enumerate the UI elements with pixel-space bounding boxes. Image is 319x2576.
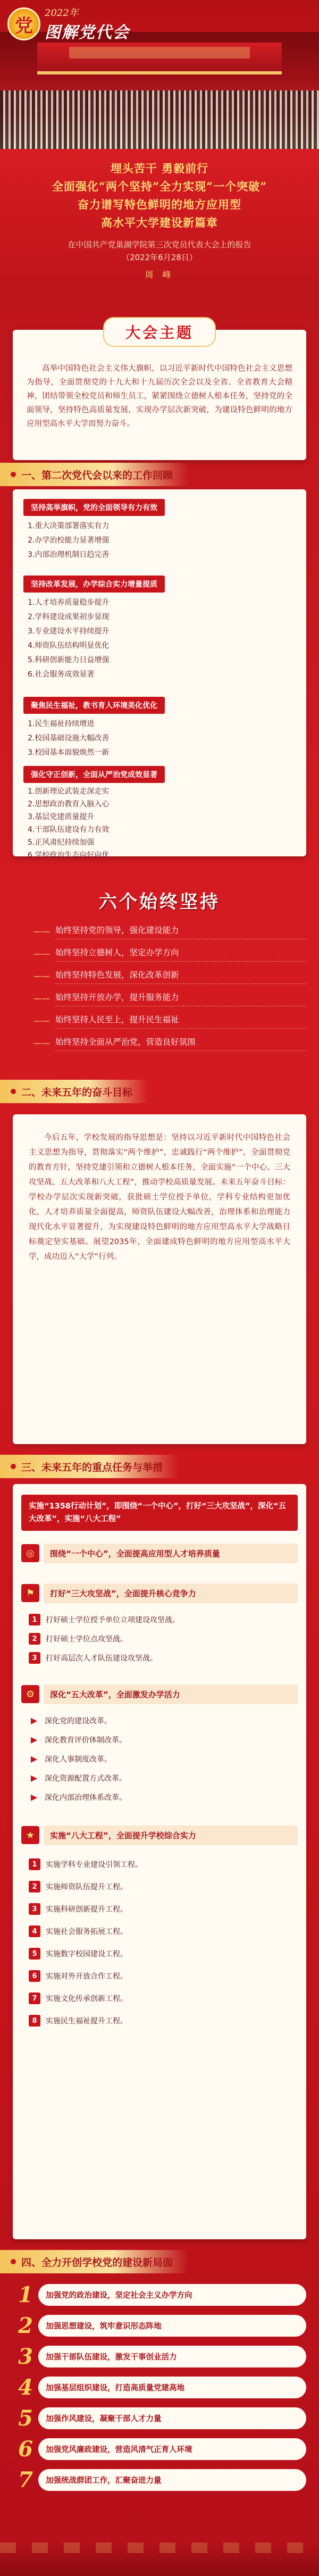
section-ribbon-final xyxy=(0,2250,189,2273)
six-item-text: 始终坚持特色发展，深化改革创新 xyxy=(55,969,306,984)
list-item xyxy=(13,2433,306,2464)
list-item xyxy=(29,1946,292,1962)
section-ribbon-review xyxy=(0,463,189,486)
list-item xyxy=(29,1968,292,1984)
target-icon: ◎ xyxy=(21,1544,39,1562)
list-item xyxy=(13,2372,306,2403)
item-number: 7 xyxy=(29,1993,40,2004)
theme-body: 高举中国特色社会主义伟大旗帜，以习近平新时代中国特色社会主义思想为指导，全面贯彻党的十九大和十九届历次全会以及全省、全省教育大会精神，团结带领全校党员和师生员工，紧紧围绕立德树人根本任务，坚持党的全面领导，坚持特色高质量发展，实现办学层次新突破，为建设特色鲜明的地方应用型高水平大学而努力奋斗。 xyxy=(27,364,292,428)
list-item: 2.学科建设成果初步显现 xyxy=(28,613,110,621)
section-ribbon-goal xyxy=(0,1080,148,1103)
list-item: 2.办学治校能力显著增强 xyxy=(28,536,110,545)
item-number: 5 xyxy=(29,1948,40,1960)
ribbon-bullet-icon xyxy=(11,1089,16,1094)
goal-body: 今后五年，学校发展的指导思想是：坚持以习近平新时代中国特色社会主义思想为指导，贯彻落实“两个维护”，忠诚践行“两个维护”，全面贯彻党的教育方针，坚持党建引领和立德树人根本任务，全面实施“一个中心、三大攻坚战、五大改革和八大工程”，推动学校高质量发展。未来五年奋斗目标：学校办学层次实现新突破，获批硕士学位授予单位，学科专业结构更加优化，人才培养质量全面提高，师资队伍建设大幅改善，治理体系和治理能力现代化水平显著提升，为实现建设特色鲜明的地方应用型高水平大学战略目标奠定坚实基础。展望2035年，全面建成特色鲜明的地方应用型高水平大学，成功迈入“大学”行列。 xyxy=(29,1133,290,1261)
item-number: 2 xyxy=(29,1633,40,1645)
list-item: 3.校园基本面貌焕然一新 xyxy=(28,748,110,757)
list-item: 3.内部治理机制日趋完善 xyxy=(28,551,110,559)
footer-decoration xyxy=(0,2542,319,2576)
party-emblem-icon: 党 xyxy=(7,7,40,40)
final-item-text: 加强干部队伍建设，激发干事创业活力 xyxy=(38,2346,306,2367)
list-item xyxy=(13,2279,306,2310)
list-item xyxy=(29,1990,292,2006)
task-head-three xyxy=(21,1582,298,1604)
stage-banner xyxy=(69,47,250,59)
task-head-label: 打好“三大攻坚战”，全面提升核心竞争力 xyxy=(44,1583,298,1603)
item-number: 1 xyxy=(29,1858,40,1870)
list-item xyxy=(13,965,306,987)
dash-icon: —— xyxy=(33,994,50,1003)
task-head-center xyxy=(21,1543,298,1564)
final-list xyxy=(13,2279,306,2529)
star-icon: ★ xyxy=(21,1826,39,1844)
dash-icon: —— xyxy=(33,1038,50,1048)
list-item xyxy=(29,1612,292,1628)
hero xyxy=(0,0,319,280)
task-text: 打好硕士学位授予单位立项建设攻坚战。 xyxy=(46,1616,180,1624)
task-text: 深化资源配置方式改革。 xyxy=(45,1774,127,1783)
list-item xyxy=(13,987,306,1010)
section-title: 一、第二次党代会以来的工作回顾 xyxy=(21,469,173,481)
logo xyxy=(7,5,130,43)
six-item-text: 始终坚持党的领导，强化建设能力 xyxy=(55,924,306,939)
list-item xyxy=(29,1879,292,1895)
pin-icon: ▶ xyxy=(30,1773,38,1783)
dash-icon: —— xyxy=(33,1016,50,1026)
final-item-text: 加强统战群团工作，汇聚奋进力量 xyxy=(38,2469,306,2491)
theme-title: 大会主题 xyxy=(103,317,216,347)
list-item: 2.思想政治教育入脑入心 xyxy=(28,800,110,808)
final-item-text: 加强思想建设，筑牢意识形态阵地 xyxy=(38,2315,306,2337)
list-item: 1.重大决策部署落实有力 xyxy=(28,522,110,530)
pin-icon: ▶ xyxy=(30,1792,38,1802)
review-block-label: 强化守正创新，全面从严治党成效显著 xyxy=(23,766,165,783)
final-item-text: 加强党的政治建设，坚定社会主义办学方向 xyxy=(38,2284,306,2306)
item-number: 5 xyxy=(18,2405,33,2431)
report-subtitle: 在中国共产党巢湖学院第三次党员代表大会上的报告 xyxy=(68,240,251,249)
six-item-text: 始终坚持开放办学，提升服务能力 xyxy=(55,991,306,1006)
six-item-text: 始终坚持立德树人，坚定办学方向 xyxy=(55,946,306,962)
review-block xyxy=(23,499,296,562)
section-ribbon-tasks xyxy=(0,1455,179,1478)
item-number: 7 xyxy=(18,2467,33,2492)
review-block xyxy=(23,697,296,760)
hero-line: 奋力谱写特色鲜明的地方应用型 xyxy=(78,198,241,211)
task-text: 深化教育评价体制改革。 xyxy=(45,1736,127,1745)
report-date: （2022年6月28日） xyxy=(122,253,197,262)
task-text: 实施社会服务拓展工程。 xyxy=(46,1928,128,1936)
task-head-label: 实施“八大工程”，全面提升学校综合实力 xyxy=(44,1825,298,1845)
list-item xyxy=(13,2464,306,2495)
pin-icon: ▶ xyxy=(30,1754,38,1764)
six-heading xyxy=(0,887,319,913)
task-text: 实施数字校园建设工程。 xyxy=(46,1950,128,1958)
task-text: 实施民生福祉提升工程。 xyxy=(46,2017,128,2025)
list-item xyxy=(29,1789,292,1805)
congress-hall-photo xyxy=(0,32,319,149)
six-title: 六个始终坚持 xyxy=(99,891,220,913)
list-item xyxy=(29,1751,292,1767)
final-item-text: 加强基层组织建设，打造高质量党建高地 xyxy=(38,2377,306,2398)
theme-card xyxy=(13,330,306,460)
theme-heading xyxy=(13,317,306,347)
item-number: 3 xyxy=(29,1903,40,1915)
hero-line: 高水平大学建设新篇章 xyxy=(101,216,218,229)
list-item: 1.创新理论武装走深走实 xyxy=(28,787,110,796)
list-item: 1.民生福祉持续增进 xyxy=(28,720,95,728)
ribbon-bullet-icon xyxy=(11,2259,16,2264)
list-item xyxy=(29,1923,292,1939)
dash-icon: —— xyxy=(33,971,50,981)
list-item: 5.科研创新能力日益增强 xyxy=(28,656,110,664)
logo-title: 图解党代会 xyxy=(45,23,130,42)
hero-line: 全面强化“两个坚持”全力实现“一个突破” xyxy=(52,180,267,193)
item-number: 6 xyxy=(18,2436,33,2462)
final-item-text: 加强作风建设，凝聚干部人才力量 xyxy=(38,2407,306,2429)
section-title: 四、全力开创学校党的建设新局面 xyxy=(21,2256,173,2269)
task-intro: 实施“1358行动计划”，即围绕“一个中心”，打好“三大攻坚战”，深化“五大改革”，实施“八大工程” xyxy=(21,1495,298,1531)
list-item: 3.专业建设水平持续提升 xyxy=(28,627,110,636)
list-item xyxy=(29,2013,292,2029)
list-item xyxy=(13,1010,306,1032)
list-item xyxy=(29,1901,292,1917)
list-item: 6.学校政治生态向好向优 xyxy=(28,851,110,860)
item-number: 3 xyxy=(29,1652,40,1664)
list-item xyxy=(29,1650,292,1666)
dash-icon: —— xyxy=(33,949,50,958)
item-number: 1 xyxy=(29,1614,40,1625)
list-item: 2.校园基础设施大幅改善 xyxy=(28,734,110,743)
list-item: 5.正风肃纪持续加强 xyxy=(28,838,95,847)
list-item: 1.人才培养质量稳步提升 xyxy=(28,598,110,607)
task-text: 实施科研创新提升工程。 xyxy=(46,1905,128,1914)
task-text: 打好硕士学位点攻坚战。 xyxy=(46,1635,128,1644)
task-text: 实施文化传承创新工程。 xyxy=(46,1995,128,2003)
section-title: 二、未来五年的奋斗目标 xyxy=(21,1086,133,1098)
list-item xyxy=(13,2403,306,2433)
goal-card xyxy=(13,1114,306,1444)
list-item xyxy=(13,2310,306,2341)
six-list xyxy=(13,920,306,1064)
list-item: 4.师资队伍结构明显优化 xyxy=(28,641,110,650)
delegates-crowd xyxy=(0,90,319,149)
list-item xyxy=(29,1732,292,1748)
list-item xyxy=(13,1032,306,1054)
six-item-text: 始终坚持人民至上，提升民生福祉 xyxy=(55,1013,306,1029)
list-item: 6.社会服务成效显著 xyxy=(28,670,95,679)
item-number: 1 xyxy=(18,2282,33,2307)
task-text: 打好高层次人才队伍建设攻坚战。 xyxy=(46,1654,157,1663)
review-card xyxy=(13,489,306,860)
list-item xyxy=(29,1631,292,1647)
task-text: 深化内部治理体系改革。 xyxy=(45,1794,127,1802)
review-block-label: 聚焦民生福祉，教书育人环境美化优化 xyxy=(23,697,165,714)
review-block-label: 坚持改革发展，办学综合实力增量提质 xyxy=(23,576,165,593)
gear-icon: ⚙ xyxy=(21,1685,39,1703)
list-item: 3.基层党建质量提升 xyxy=(28,813,95,821)
pin-icon: ▶ xyxy=(30,1715,38,1725)
review-block xyxy=(23,766,296,862)
list-item xyxy=(29,1856,292,1872)
pin-icon: ▶ xyxy=(30,1735,38,1745)
task-text: 实施对外开放合作工程。 xyxy=(46,1972,128,1981)
list-item xyxy=(13,920,306,943)
list-item xyxy=(13,2341,306,2372)
task-head-eight xyxy=(21,1824,298,1846)
item-number: 2 xyxy=(18,2313,33,2338)
task-head-label: 深化“五大改革”，全面激发办学活力 xyxy=(44,1685,298,1704)
section-title: 三、未来五年的重点任务与举措 xyxy=(21,1461,163,1473)
task-head-label: 围绕“一个中心”，全面提高应用型人才培养质量 xyxy=(44,1544,298,1563)
final-item-text: 加强党风廉政建设，营造风清气正育人环境 xyxy=(38,2438,306,2460)
list-item xyxy=(13,943,306,965)
list-item xyxy=(29,1713,292,1729)
list-item xyxy=(29,1770,292,1786)
hero-heading xyxy=(0,160,319,280)
review-block-label: 坚持高举旗帜，党的全面领导有力有效 xyxy=(23,499,165,516)
item-number: 2 xyxy=(29,1881,40,1893)
hero-line: 埋头苦干 勇毅前行 xyxy=(110,162,209,175)
task-text: 实施师资队伍提升工程。 xyxy=(46,1883,128,1891)
task-text: 实施学科专业建设引领工程。 xyxy=(46,1861,142,1869)
task-head-five xyxy=(21,1683,298,1705)
ribbon-bullet-icon xyxy=(11,1464,16,1469)
task-card xyxy=(13,1484,306,2239)
item-number: 8 xyxy=(29,2015,40,2027)
item-number: 3 xyxy=(18,2344,33,2369)
dash-icon: —— xyxy=(33,927,50,936)
logo-year: 2022年 xyxy=(45,7,79,19)
list-item: 4.干部队伍建设有力有效 xyxy=(28,826,110,834)
item-number: 4 xyxy=(29,1925,40,1937)
footer-wave xyxy=(0,2542,319,2553)
six-item-text: 始终坚持全面从严治党，营造良好氛围 xyxy=(55,1036,306,1051)
report-author: 周 峰 xyxy=(145,270,174,280)
item-number: 6 xyxy=(29,1970,40,1982)
ribbon-bullet-icon xyxy=(11,472,16,477)
item-number: 4 xyxy=(18,2374,33,2400)
flag-icon: ⚑ xyxy=(21,1584,39,1602)
logo-text xyxy=(45,5,130,43)
review-block xyxy=(23,576,296,682)
task-text: 深化人事制度改革。 xyxy=(45,1755,112,1764)
task-text: 深化党的建设改革。 xyxy=(45,1717,112,1725)
